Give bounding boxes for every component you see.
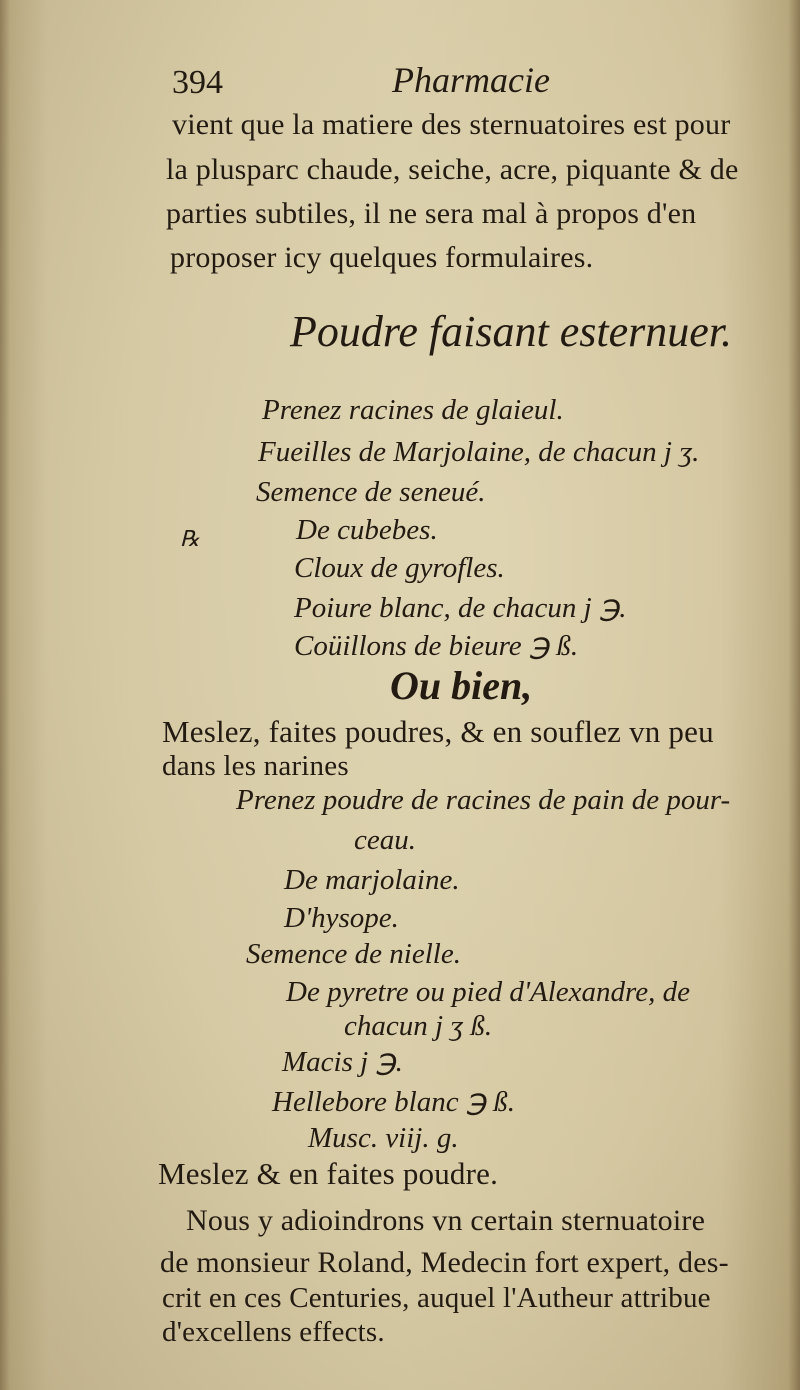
recipe1-line-4: De cubebes. [296,514,438,546]
marginal-recipe-mark: ℞ [180,526,200,551]
instruction1-line-2: dans les narines [162,750,349,782]
running-title: Pharmacie [392,60,550,100]
page-shadow-left [0,0,10,1390]
recipe1-line-7: Coüillons de bieure ℈ ß. [294,630,579,662]
recipe2-line-7: chacun j ʒ ß. [344,1010,493,1042]
recipe2-line-2: ceau. [354,824,416,856]
intro-line-1: vient que la matiere des sternuatoires est pour [172,108,731,141]
recipe2-line-4: D'hysope. [284,902,399,934]
recipe2-line-5: Semence de nielle. [246,938,461,970]
recipe1-line-1: Prenez racines de glaieul. [262,394,564,426]
page-shadow-right [788,0,800,1390]
recipe2-line-1: Prenez poudre de racines de pain de pour- [236,784,731,816]
ou-bien-heading: Ou bien, [390,663,533,708]
recipe2-line-10: Musc. viij. g. [308,1122,459,1154]
recipe2-line-8: Macis j ℈. [282,1046,403,1078]
instruction1-line-1: Meslez, faites poudres, & en souflez vn peu [162,714,714,749]
closing-line-4: d'excellens effects. [162,1316,385,1348]
closing-line-2: de monsieur Roland, Medecin fort expert, des- [160,1246,729,1279]
intro-line-3: parties subtiles, il ne sera mal à propos d'en [166,197,697,230]
recipe1-line-3: Semence de seneué. [256,476,486,508]
instruction2-line: Meslez & en faites poudre. [158,1156,499,1191]
closing-line-3: crit en ces Centuries, auquel l'Autheur attribue [162,1282,711,1314]
recipe2-line-3: De marjolaine. [284,864,460,896]
intro-line-2: la plusparc chaude, seiche, acre, piquante & de [166,153,739,186]
recipe2-line-9: Hellebore blanc ℈ ß. [272,1086,516,1118]
section-title: Poudre faisant esternuer. [290,307,732,356]
recipe1-line-5: Cloux de gyrofles. [294,552,505,584]
closing-line-1: Nous y adioindrons vn certain sternuatoire [186,1204,706,1237]
recipe1-line-6: Poiure blanc, de chacun j ℈. [294,592,627,624]
recipe1-line-2: Fueilles de Marjolaine, de chacun j ʒ. [258,436,700,468]
page-number: 394 [172,64,223,101]
intro-line-4: proposer icy quelques formulaires. [170,241,594,274]
recipe2-line-6: De pyretre ou pied d'Alexandre, de [286,976,691,1008]
